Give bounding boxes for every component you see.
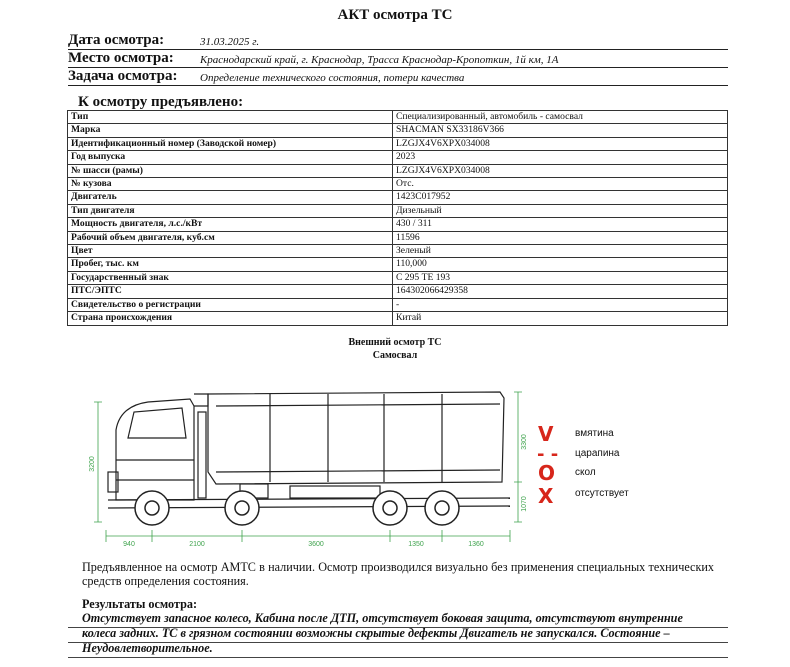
spec-value: С 295 ТЕ 193 [393, 271, 728, 284]
document-title: АКТ осмотра ТС [337, 7, 453, 23]
spec-value: 110,000 [393, 258, 728, 271]
results-text: Отсутствует запасное колесо, Кабина после ДТП, отсутствует боковая защита, отсутствуют внутренние колеса задних. ТС в грязном состоянии возможны скрытые дефекты Двигатель не запускался. Состояние – Неудовлетворительное. [82, 611, 683, 655]
spec-value: Китай [393, 312, 728, 325]
missing-symbol-icon: X [538, 484, 554, 508]
spec-key: Идентификационный номер (Заводской номер) [68, 137, 393, 150]
spec-key: Тип [68, 111, 393, 124]
meta-place-value: Краснодарский край, г. Краснодар, Трасса Краснодар-Кропоткин, 1й км, 1А [200, 54, 559, 66]
spec-value: Зеленый [393, 245, 728, 258]
spec-key: Марка [68, 124, 393, 137]
table-row [68, 218, 728, 231]
spec-value: 2023 [393, 151, 728, 164]
table-row [68, 258, 728, 271]
meta-task-value: Определение технического состояния, потери качества [200, 72, 465, 84]
dim-label: 1350 [408, 541, 424, 548]
table-row [68, 271, 728, 284]
spec-value: LZGJX4V6XPX034008 [393, 164, 728, 177]
dim-label: 940 [123, 541, 135, 548]
table-row [68, 204, 728, 217]
table-row [68, 111, 728, 124]
spec-key: Свидетельство о регистрации [68, 298, 393, 311]
spec-value: 1423C017952 [393, 191, 728, 204]
spec-value: LZGJX4V6XPX034008 [393, 137, 728, 150]
table-row [68, 124, 728, 137]
spec-value: - [393, 298, 728, 311]
spec-key: Пробег, тыс. км [68, 258, 393, 271]
table-row [68, 151, 728, 164]
dim-label: 3300 [521, 434, 528, 450]
table-row [68, 312, 728, 325]
spec-value: Специализированный, автомобиль - самосвал [393, 111, 728, 124]
dim-label: 2100 [189, 541, 205, 548]
spec-key: Рабочий объем двигателя, куб.см [68, 231, 393, 244]
dim-label: 3600 [308, 541, 324, 548]
underline [68, 657, 728, 658]
spec-value: SHACMAN SX33186V366 [393, 124, 728, 137]
table-row [68, 137, 728, 150]
vehicle-type-caption: Самосвал [372, 350, 418, 361]
meta-date-value: 31.03.2025 г. [200, 36, 260, 48]
table-row [68, 245, 728, 258]
chip-symbol-icon: O [538, 461, 556, 485]
spec-value: Дизельный [393, 204, 728, 217]
exhaust-stack [198, 412, 206, 498]
spec-value: Отс. [393, 178, 728, 191]
spec-key: № шасси (рамы) [68, 164, 393, 177]
spec-key: Двигатель [68, 191, 393, 204]
section-title: К осмотру предъявлено: [78, 94, 244, 110]
underline [68, 627, 728, 628]
meta-place-row [68, 50, 728, 68]
table-row [68, 231, 728, 244]
table-row [68, 191, 728, 204]
table-row [68, 178, 728, 191]
spec-key: Цвет [68, 245, 393, 258]
dim-label: 1070 [521, 496, 528, 512]
meta-task-row [68, 68, 728, 86]
dent-symbol-icon: V [538, 422, 554, 446]
spec-key: Страна происхождения [68, 312, 393, 325]
table-row [68, 298, 728, 311]
results-title: Результаты осмотра: [82, 597, 198, 611]
dim-label: 3200 [89, 456, 96, 472]
meta-task-label: Задача осмотра: [68, 68, 178, 84]
spec-key: Тип двигателя [68, 204, 393, 217]
spec-key: ПТС/ЭПТС [68, 285, 393, 298]
spec-value: 11596 [393, 231, 728, 244]
spec-value: 164302066429358 [393, 285, 728, 298]
legend-chip-label: скол [575, 467, 596, 478]
underline [68, 642, 728, 643]
legend-scratch-label: царапина [575, 448, 620, 459]
table-row [68, 285, 728, 298]
meta-date-row [68, 32, 728, 50]
legend-missing-label: отсутствует [575, 488, 629, 499]
scratch-symbol-icon: - - [537, 444, 559, 465]
table-row [68, 164, 728, 177]
inspection-note: Предъявленное на осмотр АМТС в наличии. Осмотр производился визуально без применения специальных технических средств определения состояния. [82, 560, 714, 588]
meta-date-label: Дата осмотра: [68, 32, 165, 48]
spec-value: 430 / 311 [393, 218, 728, 231]
meta-place-label: Место осмотра: [68, 50, 174, 66]
spec-table [67, 110, 728, 326]
inspection-caption: Внешний осмотр ТС [348, 337, 442, 348]
spec-key: Год выпуска [68, 151, 393, 164]
cab-window [128, 408, 186, 438]
legend-dent-label: вмятина [575, 428, 614, 439]
spec-key: Государственный знак [68, 271, 393, 284]
spec-key: Мощность двигателя, л.с./кВт [68, 218, 393, 231]
dim-label: 1360 [468, 541, 484, 548]
spec-key: № кузова [68, 178, 393, 191]
truck-side-view [90, 372, 530, 552]
